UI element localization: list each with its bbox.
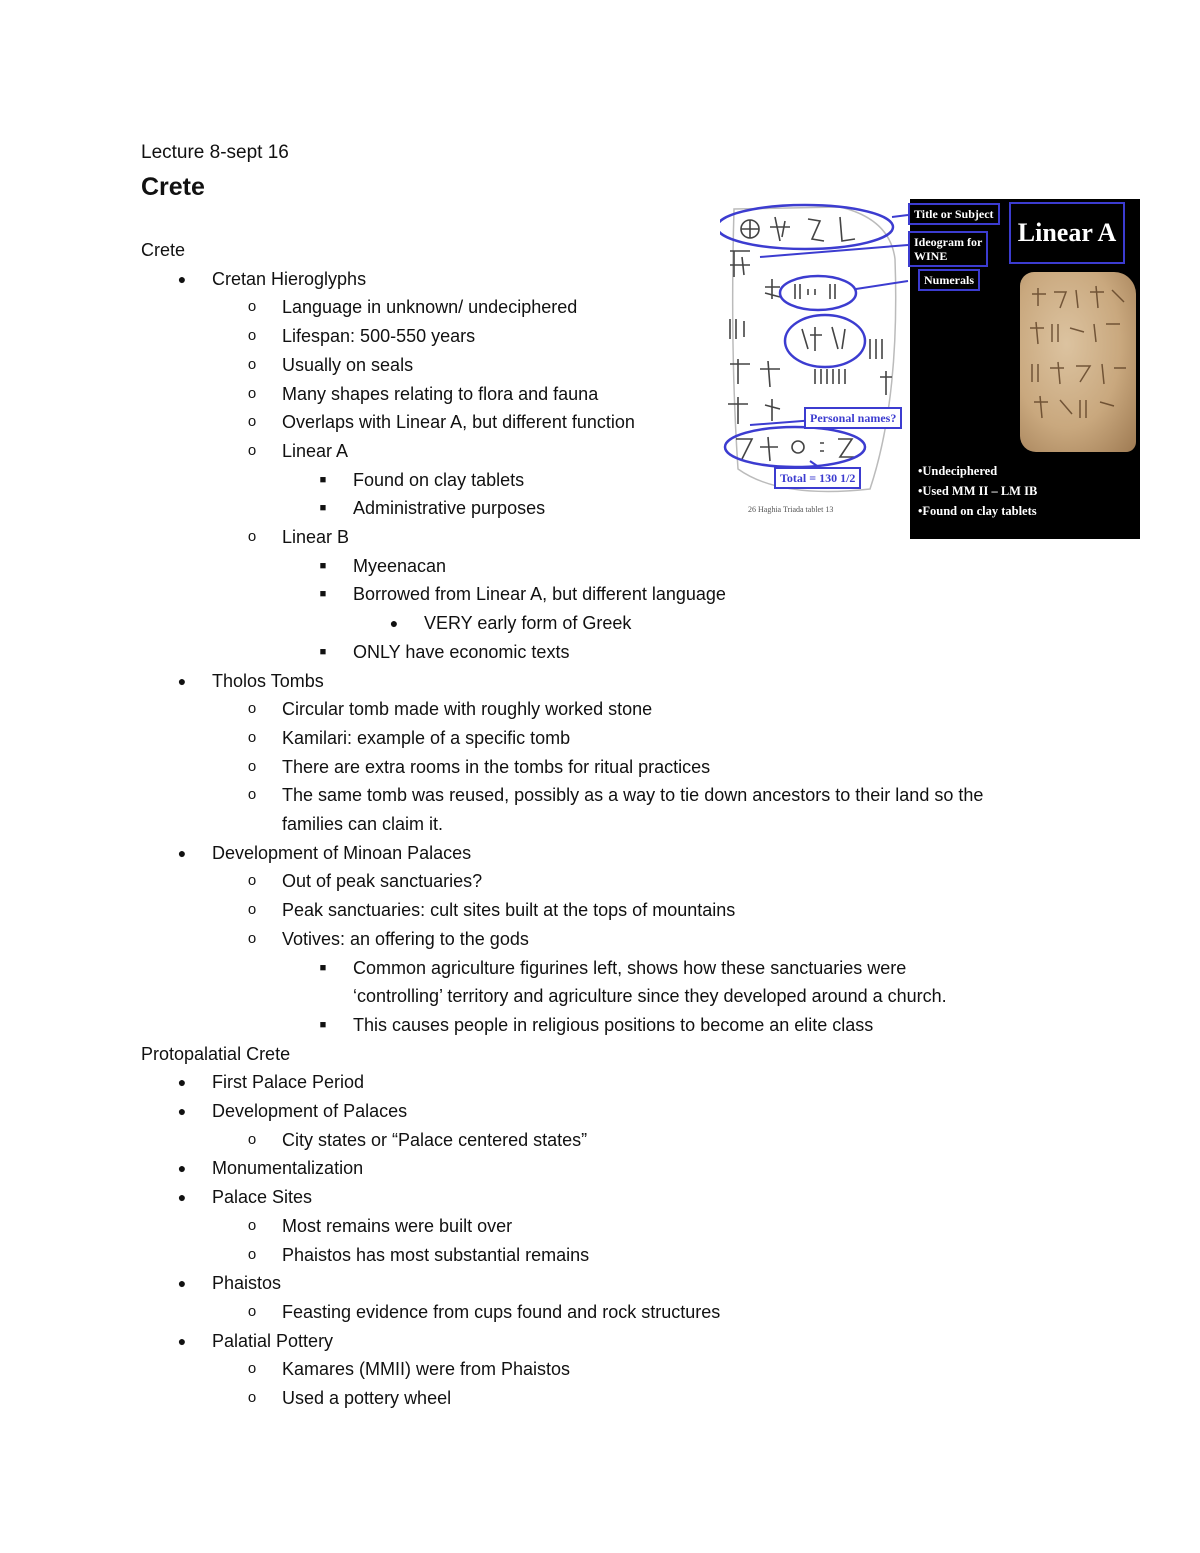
lecture-date: Lecture 8-sept 16	[141, 142, 289, 163]
outline-item-level-3	[319, 580, 726, 608]
outline-item-level-2	[247, 523, 350, 551]
outline-text: Development of Palaces	[212, 1101, 408, 1121]
outline-item-level-2	[247, 724, 571, 752]
bullet-marker: ■	[319, 588, 327, 601]
outline-text: Monumentalization	[212, 1158, 364, 1179]
outline-text: Palatial Pottery	[212, 1330, 334, 1351]
outline-item-level-3	[353, 982, 947, 1010]
outline-text: Crete	[141, 240, 186, 260]
bullet-marker: o	[247, 528, 257, 545]
outline-text: Lifespan: 500-550 years	[282, 326, 476, 347]
outline-text: First Palace Period	[212, 1072, 365, 1093]
outline-text: Overlaps with Linear A, but different function	[282, 412, 635, 433]
bullet-marker: o	[247, 757, 257, 775]
outline-item-level-3	[319, 494, 546, 522]
bullet-marker: o	[247, 1302, 257, 1320]
bullet-marker: ■	[319, 645, 327, 658]
outline-item-level-1	[177, 1068, 365, 1096]
outline-item-level-2	[282, 810, 443, 838]
outline-item-level-1	[177, 1097, 408, 1125]
bullet-marker: ■	[319, 1018, 327, 1031]
linear-a-slide-image	[720, 199, 1140, 539]
bullet-marker: o	[247, 327, 257, 345]
outline-item-level-2	[247, 695, 653, 723]
bullet-marker: o	[247, 1360, 257, 1378]
outline-item-level-2	[247, 1384, 452, 1412]
bullet-marker: o	[247, 929, 257, 947]
outline-item-level-3	[319, 954, 907, 982]
outline-item-level-1	[177, 1269, 282, 1297]
outline-text: Most remains were built over	[282, 1215, 513, 1236]
bullet-marker: o	[247, 1389, 257, 1406]
callout-ideogram-line2: WINE	[914, 249, 948, 263]
outline-item-level-2	[247, 925, 529, 953]
callout-ideogram-wine	[908, 231, 988, 267]
outline-item-level-2	[247, 408, 635, 436]
outline-text: VERY early form of Greek	[424, 613, 632, 634]
bullet-marker: o	[247, 901, 257, 919]
bullet-marker: ■	[319, 473, 327, 486]
outline-text: This causes people in religious positions to become an elite class	[353, 1014, 874, 1035]
section-heading	[141, 236, 185, 264]
callout-personal-names: Personal names?	[804, 407, 902, 429]
bullet-marker: ●	[177, 1275, 187, 1292]
outline-item-level-2	[247, 896, 736, 924]
outline-item-level-2	[247, 380, 599, 408]
outline-text: Phaistos	[212, 1273, 282, 1294]
outline-text: Development of Minoan Palaces	[212, 842, 472, 863]
callout-numerals: Numerals	[918, 269, 980, 291]
outline-text: Usually on seals	[282, 354, 414, 375]
outline-item-level-2	[247, 781, 984, 809]
figure-bullet-list	[918, 461, 1037, 521]
outline-item-level-3	[319, 638, 570, 666]
bullet-marker: ●	[177, 1332, 187, 1349]
outline-text: ‘controlling’ territory and agriculture since they developed around a church.	[353, 986, 947, 1007]
outline-text: Myeenacan	[353, 555, 447, 576]
bullet-marker: ●	[177, 1189, 187, 1206]
outline-item-level-2	[247, 1241, 590, 1269]
outline-item-level-2	[247, 1212, 513, 1240]
outline-text: Language in unknown/ undeciphered	[282, 297, 578, 318]
page-title: Crete	[141, 173, 205, 201]
callout-total: Total = 130 1/2	[774, 467, 861, 489]
bullet-marker: o	[247, 700, 257, 718]
outline-item-level-1	[177, 265, 367, 293]
outline-text: There are extra rooms in the tombs for ritual practices	[282, 756, 711, 777]
bullet-marker: o	[247, 441, 257, 459]
bullet-marker: ●	[177, 1160, 187, 1177]
bullet-marker: ●	[389, 615, 399, 632]
bullet-marker: ■	[319, 502, 327, 515]
callout-title-subject: Title or Subject	[908, 203, 1000, 225]
figure-title: Linear A	[1009, 202, 1125, 264]
outline-item-level-3	[319, 1011, 874, 1039]
bullet-marker: ●	[177, 1103, 187, 1119]
outline-text: Found on clay tablets	[353, 469, 525, 490]
bullet-marker: o	[247, 728, 257, 746]
outline-item-level-1	[177, 839, 472, 867]
bullet-marker: o	[247, 384, 257, 402]
bullet-marker: ●	[177, 672, 187, 689]
outline-text: Phaistos has most substantial remains	[282, 1244, 590, 1265]
outline-item-level-3	[319, 466, 525, 494]
bullet-marker: o	[247, 298, 257, 316]
outline-item-level-2	[247, 351, 414, 379]
outline-item-level-2	[247, 1298, 721, 1326]
bullet-marker: ●	[177, 270, 187, 287]
outline-text: Protopalatial Crete	[141, 1043, 291, 1064]
bullet-marker: o	[247, 1130, 257, 1148]
clay-tablet-photo	[1020, 272, 1136, 452]
outline-text: Borrowed from Linear A, but different language	[353, 584, 726, 605]
bullet-marker: ■	[319, 961, 327, 974]
bullet-marker: ●	[177, 844, 187, 861]
callout-ideogram-line1: Ideogram for	[914, 235, 983, 249]
figure-bullet: •Undeciphered	[918, 464, 998, 478]
outline-text: Feasting evidence from cups found and rock structures	[282, 1301, 721, 1322]
outline-item-level-2	[247, 753, 711, 781]
outline-text: Kamilari: example of a specific tomb	[282, 727, 571, 748]
figure-bullet: •Found on clay tablets	[918, 504, 1037, 518]
outline-item-level-2	[247, 322, 476, 350]
outline-text: City states or “Palace centered states”	[282, 1129, 588, 1150]
outline-item-level-3	[319, 552, 447, 580]
document-header	[141, 140, 289, 204]
section-heading	[141, 1040, 290, 1068]
outline-item-level-1	[177, 1154, 364, 1182]
outline-item-level-2	[247, 293, 578, 321]
outline-text: Linear B	[282, 527, 350, 547]
outline-text: Circular tomb made with roughly worked stone	[282, 699, 653, 720]
bullet-marker: ●	[177, 1074, 187, 1091]
bullet-marker: o	[247, 355, 257, 373]
bullet-marker: o	[247, 413, 257, 431]
bullet-marker: o	[247, 872, 257, 890]
outline-item-level-2	[247, 867, 483, 895]
outline-text: Cretan Hieroglyphs	[212, 268, 367, 289]
outline-item-level-1	[177, 1327, 334, 1355]
outline-text: Kamares (MMII) were from Phaistos	[282, 1359, 571, 1380]
outline-item-level-2	[247, 1355, 571, 1383]
bullet-marker: o	[247, 1245, 257, 1263]
outline-item-level-1	[177, 1183, 313, 1211]
bullet-marker: o	[247, 786, 257, 804]
outline-text: Linear A	[282, 440, 349, 461]
bullet-marker: ■	[319, 559, 327, 572]
bullet-marker: o	[247, 1216, 257, 1234]
tablet-inscription-graphic	[1020, 272, 1136, 452]
outline-text: Many shapes relating to flora and fauna	[282, 383, 599, 404]
outline-text: The same tomb was reused, possibly as a way to tie down ancestors to their land so the	[282, 785, 984, 806]
outline-item-level-2	[247, 1126, 588, 1154]
outline-item-level-2	[247, 437, 349, 465]
outline-text: Palace Sites	[212, 1187, 313, 1208]
outline-text: families can claim it.	[282, 814, 444, 834]
outline-text: Votives: an offering to the gods	[282, 928, 529, 949]
outline-text: Peak sanctuaries: cult sites built at the tops of mountains	[282, 900, 736, 921]
outline-text: Out of peak sanctuaries?	[282, 871, 483, 892]
outline-text: Administrative purposes	[353, 498, 546, 519]
outline-text: Tholos Tombs	[212, 670, 324, 691]
outline-text: ONLY have economic texts	[353, 641, 570, 662]
outline-text: Used a pottery wheel	[282, 1388, 452, 1408]
outline-text: Common agriculture figurines left, shows how these sanctuaries were	[353, 957, 907, 978]
outline-item-level-4	[389, 609, 632, 637]
outline-item-level-1	[177, 667, 324, 695]
figure-caption: 26 Haghia Triada tablet 13	[748, 505, 834, 514]
figure-bullet: •Used MM II – LM IB	[918, 484, 1038, 498]
